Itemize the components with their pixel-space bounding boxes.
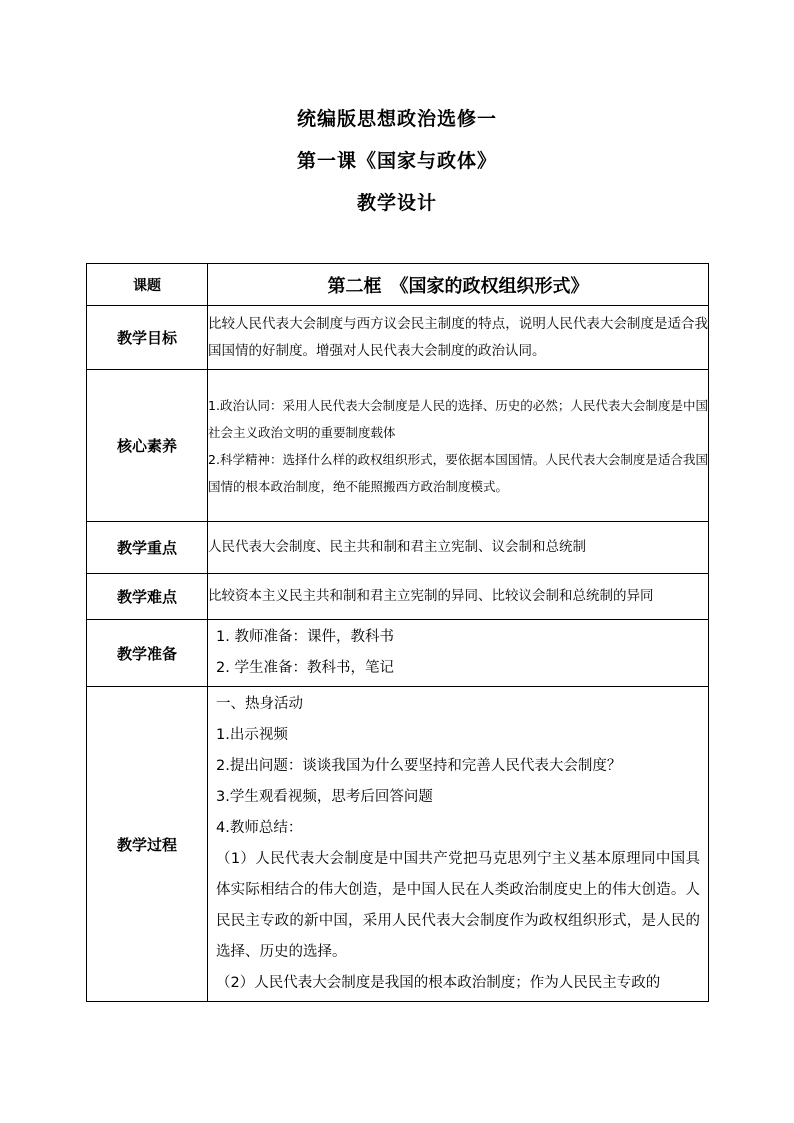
goal-text	[208, 306, 709, 370]
lesson-plan-table	[86, 263, 709, 1002]
process-line: 2.提出问题：谈谈我国为什么要坚持和完善人民代表大会制度？	[216, 758, 622, 774]
process-line: 4.教师总结：	[216, 820, 303, 836]
topic-label: 课题	[87, 264, 208, 306]
prep-item: 1. 教师准备：课件，教科书	[216, 629, 394, 645]
core-text	[208, 370, 709, 522]
document-title-line3: 教学设计	[356, 192, 437, 214]
table-row-goal	[87, 306, 709, 370]
document-title-line2: 第一课《国家与政体》	[296, 150, 497, 172]
process-line: 3.学生观看视频，思考后回答问题	[216, 789, 433, 805]
table-row-difficult	[87, 574, 709, 620]
table-row-topic	[87, 264, 709, 306]
process-paragraph: （1）人民代表大会制度是中国共产党把马克思列宁主义基本原理同中国具体实际相结合的伟大创造，是中国人民在人类政治制度史上的伟大创造。人民民主专政的新中国，采用人民代表大会制度作为政权组织形式，是人民的选择、历史的选择。	[216, 851, 700, 960]
key-label: 教学重点	[87, 522, 208, 574]
core-label: 核心素养	[87, 370, 208, 522]
topic-value: 第二框 《国家的政权组织形式》	[208, 264, 709, 306]
table-row-process	[87, 687, 709, 1002]
difficult-text: 比较资本主义民主共和制和君主立宪制的异同、比较议会制和总统制的异同	[208, 574, 709, 620]
table-row-core	[87, 370, 709, 522]
process-line: （2）人民代表大会制度是我国的根本政治制度；作为人民民主专政的	[216, 975, 661, 991]
table-row-prep	[87, 620, 709, 687]
core-item: 2.科学精神：选择什么样的政权组织形式，要依据本国国情。人民代表大会制度是适合我国国情的根本政治制度，绝不能照搬西方政治制度模式。	[208, 451, 708, 494]
process-line: 1.出示视频	[216, 727, 288, 743]
prep-label: 教学准备	[87, 620, 208, 687]
core-item: 1.政治认同：采用人民代表大会制度是人民的选择、历史的必然；人民代表大会制度是中国社会主义政治文明的重要制度载体	[208, 397, 708, 440]
process-label: 教学过程	[87, 687, 208, 1002]
document-title-line1: 统编版思想政治选修一	[296, 108, 497, 130]
process-line: 一、热身活动	[216, 696, 303, 712]
key-text: 人民代表大会制度、民主共和制和君主立宪制、议会制和总统制	[208, 522, 709, 574]
process-text	[208, 687, 709, 1002]
difficult-label: 教学难点	[87, 574, 208, 620]
goal-paragraph: 比较人民代表大会制度与西方议会民主制度的特点，说明人民代表大会制度是适合我国国情的好制度。增强对人民代表大会制度的政治认同。	[208, 315, 708, 359]
table-row-key	[87, 522, 709, 574]
prep-item: 2. 学生准备：教科书，笔记	[216, 660, 394, 676]
goal-label: 教学目标	[87, 306, 208, 370]
prep-text	[208, 620, 709, 687]
